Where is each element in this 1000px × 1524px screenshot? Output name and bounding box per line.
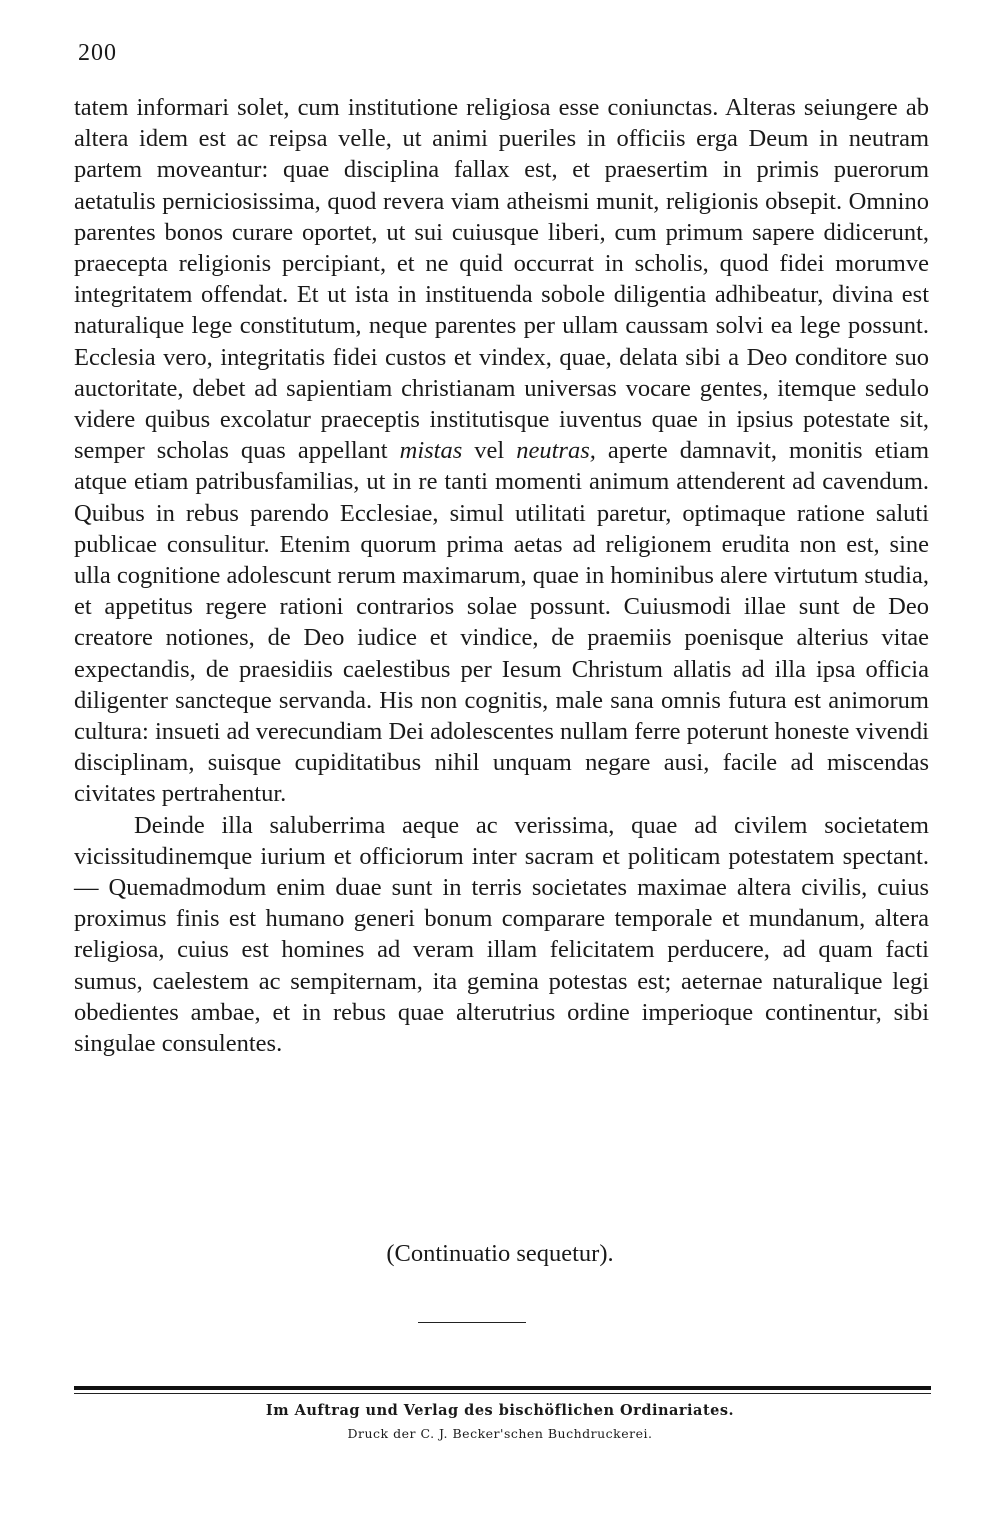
footer-thin-rule [74, 1393, 931, 1394]
paragraph-1 [74, 92, 929, 810]
italic-term-neutras: neutras, [516, 437, 596, 465]
paragraph-1-text-b: aperte damnavit, monitis etiam atque etiam patribusfamilias, ut in re tanti momenti animum attenderent ad cavendum. Quibus in rebus parendo Ecclesiae, simul utilitati paretur, optimaque ratione saluti publicae consulitur. Etenim quorum prima aetas ad religionem erudita non est, sine ulla cognitione adolescunt rerum maximarum, quae in hominibus alere virtutum studia, et appetitus regere rationi contrarios solae possunt. Cuiusmodi illae sunt de Deo creatore notiones, de Deo iudice et vindice, de praemiis poenisque alterius vitae expectandis, de praesidiis caelestibus per Iesum Christum allatis ad illa ipsa officia diligenter sancteque servanda. His non cognitis, male sana omnis futura est animorum cultura: insueti ad verecundiam Dei adolescentes nullam ferre poterunt honeste vivendi disciplinam, suisque cupiditatibus nihil unquam negare ausi, facile ad miscendas civitates pertrahentur. [74, 437, 929, 808]
footer-thick-rule [74, 1386, 931, 1390]
imprint-publisher: Im Auftrag und Verlag des bischöflichen Ordinariates. [265, 1402, 735, 1419]
imprint-printer: Druck der C. J. Becker'schen Buchdruckerei. [347, 1426, 653, 1441]
section-divider [418, 1322, 526, 1323]
paragraph-2: Deinde illa saluberrima aeque ac verissima, quae ad civilem societatem vicissitudinemque iurium et officiorum inter sacram et politicam potestatem spectant. — Quemadmodum enim duae sunt in terris societates maximae altera civilis, cuius proximus finis est humano generi bonum comparare temporale et mundanum, altera religiosa, cuius est homines ad veram illam felicitatem perducere, ad quam facti sumus, caelestem ac sempiternam, ita gemina potestas est; aeternae naturalique legi obedientes ambae, et in rebus quae alterutrius ordine imperioque continentur, sibi singulae consulentes. [74, 811, 929, 1058]
paragraph-1-text-a: tatem informari solet, cum institutione religiosa esse coniunctas. Alteras seiungere ab altera idem est ac reipsa velle, ut animi pueriles in officiis erga Deum in neutram partem moveantur: quae disciplina fallax est, et praesertim in primis puerorum aetatulis perniciosissima, quod revera viam atheismi munit, religionis obsepit. Omnino parentes bonos curare oportet, ut sui cuiusque liberi, cum primum sapere didicerunt, praecepta religionis percipiant, et ne quid occurrat in scholis, quod fidei morumve integritatem offendat. Et ut ista in instituenda sobole diligentia adhibeatur, divina est naturalique lege constitutum, neque parentes per ullam caussam solvi ea lege possunt. Ecclesia vero, integritatis fidei custos et vindex, quae, delata sibi a Deo conditore suo auctoritate, debet ad sapientiam christianam universas vocare gentes, itemque sedulo videre quibus excolatur praeceptis institutisque iuventus quae in ipsius potestate sit, semper scholas quas appellant [74, 94, 929, 465]
body-text [74, 92, 929, 1059]
continuation-note: (Continuatio sequetur). [386, 1240, 614, 1267]
italic-term-mistas: mistas [399, 437, 463, 465]
paragraph-1-connector: vel [474, 437, 505, 465]
page-number: 200 [78, 40, 117, 66]
